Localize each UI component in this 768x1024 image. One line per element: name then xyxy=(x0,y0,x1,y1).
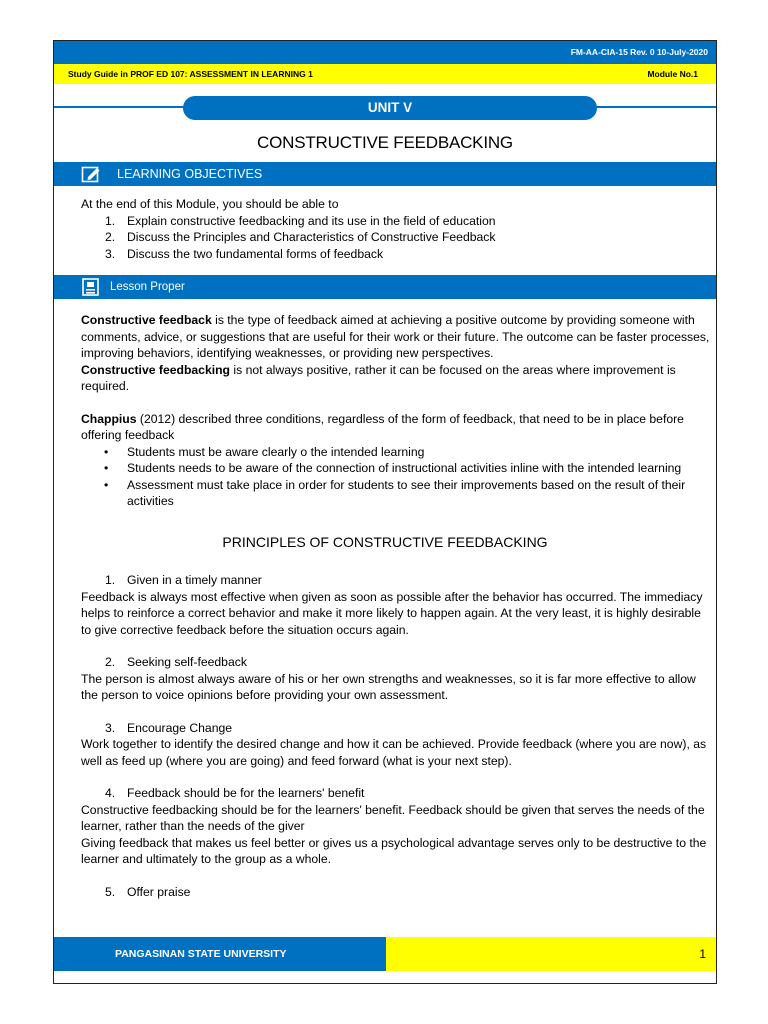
lesson-header xyxy=(54,275,716,299)
list-item: 3. Discuss the two fundamental forms of feedback xyxy=(105,246,384,261)
paragraph: Giving feedback that makes us feel better or gives us a psychological advantage serves only to be destructive to the learner and ultimately to the group as a whole. xyxy=(81,835,707,866)
principles-heading: PRINCIPLES OF CONSTRUCTIVE FEEDBACKING xyxy=(222,534,548,550)
list-item: 2. Discuss the Principles and Characteristics of Constructive Feedback xyxy=(105,230,496,244)
objectives-body xyxy=(81,196,711,262)
paragraph: Constructive feedback is the type of feedback aimed at achieving a positive outcome by providing someone with comments, advice, or suggestions that are useful for their work or their future. The outcome can be faster processes, improving behaviors, identifying weaknesses, or providing new perspectives. xyxy=(81,313,710,360)
paragraph: Constructive feedbacking should be for the learners' benefit. Feedback should be given that serves the needs of the learner, rather than the needs of the giver xyxy=(81,802,705,833)
principle-title: 2. Seeking self-feedback xyxy=(105,655,247,669)
page-title: CONSTRUCTIVE FEEDBACKING xyxy=(257,133,513,152)
lesson-body xyxy=(81,312,711,510)
module-number: Module No.1 xyxy=(647,69,698,79)
objectives-intro: At the end of this Module, you should be able to xyxy=(81,197,339,211)
study-guide-title: Study Guide in PROF ED 107: ASSESSMENT IN LEARNING 1 xyxy=(68,69,313,79)
objectives-heading: LEARNING OBJECTIVES xyxy=(117,167,263,181)
footer-page-bar xyxy=(386,937,716,971)
university-name: PANGASINAN STATE UNIVERSITY xyxy=(115,948,287,960)
paragraph: Work together to identify the desired change and how it can be achieved. Provide feedback (where you are now), as well as feed up (where you are going) and feed forward (what is your next step). xyxy=(81,737,707,768)
bullet-item: • Assessment must take place in order for students to see their improvements based on the result of their activities xyxy=(104,477,686,508)
bullet-item: • Students must be aware clearly o the intended learning xyxy=(104,444,425,459)
form-code-bar xyxy=(54,41,716,64)
page-footer xyxy=(54,937,716,971)
principle-title: 3. Encourage Change xyxy=(105,720,233,735)
list-item: 1. Explain constructive feedbacking and its use in the field of education xyxy=(105,213,496,228)
lesson-heading: Lesson Proper xyxy=(110,281,185,293)
form-code: FM-AA-CIA-15 Rev. 0 10-July-2020 xyxy=(570,47,708,57)
unit-line-left xyxy=(54,106,194,108)
document-list-icon xyxy=(81,278,101,296)
page-number: 1 xyxy=(699,947,706,961)
principle-title: 1. Given in a timely manner xyxy=(105,573,262,587)
paragraph: Constructive feedbacking is not always positive, rather it can be focused on the areas where improvement is required. xyxy=(81,362,676,393)
unit-line-right xyxy=(586,106,716,108)
principle-title: 4. Feedback should be for the learners' benefit xyxy=(105,786,365,800)
principles-body xyxy=(81,572,711,900)
principle-title: 5. Offer praise xyxy=(105,884,191,899)
paragraph: Chappius (2012) described three conditions, regardless of the form of feedback, that need to be in place before offering feedback xyxy=(81,411,684,442)
paragraph: The person is almost always aware of his or her own strengths and weaknesses, so it is far more effective to allow the person to voice opinions before providing your own assessment. xyxy=(81,671,696,702)
unit-label: UNIT V xyxy=(183,96,597,120)
bullet-item: • Students needs to be aware of the connection of instructional activities inline with the intended learning xyxy=(104,461,682,475)
objectives-header xyxy=(54,162,716,186)
footer-university-bar xyxy=(54,937,386,971)
paragraph: Feedback is always most effective when given as soon as possible after the behavior has occurred. The immediacy helps to reinforce a correct behavior and make it more likely to happen again. At the very least, it is highly desirable to give corrective feedback before the situation occurs again. xyxy=(81,589,703,637)
course-bar xyxy=(54,64,716,84)
pencil-edit-icon xyxy=(81,165,101,183)
document-page xyxy=(53,40,717,984)
